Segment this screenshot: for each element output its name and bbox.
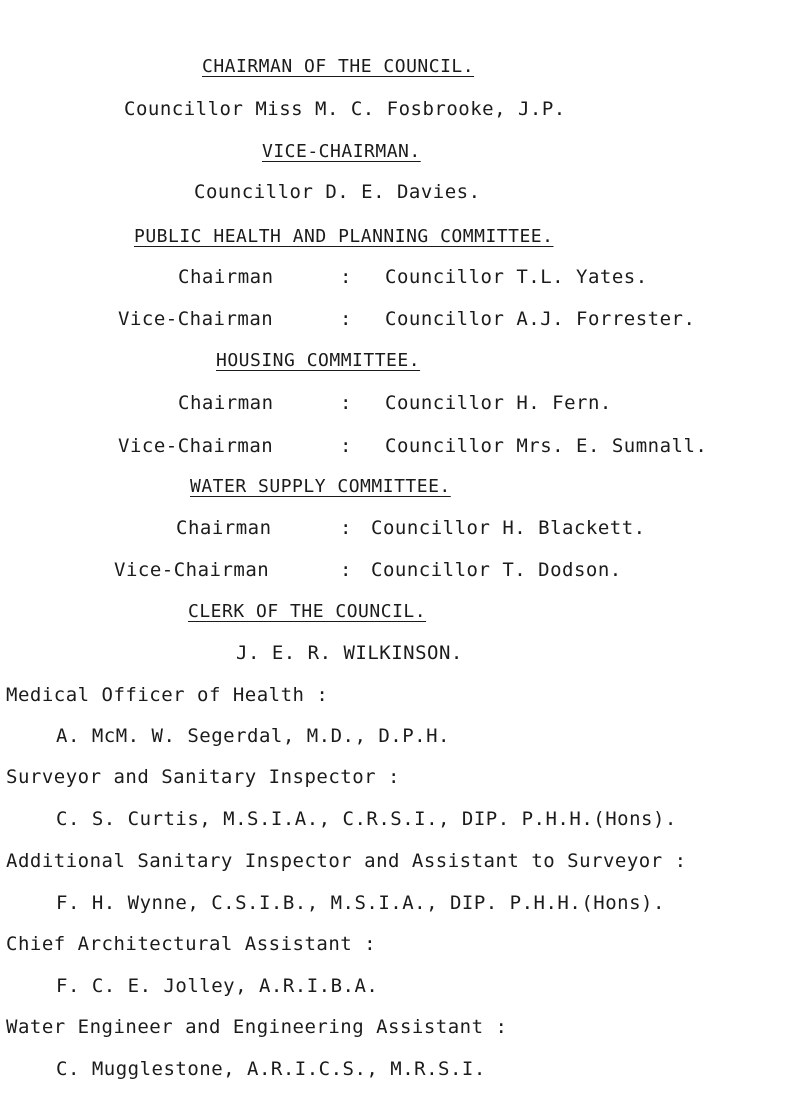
chairman-heading: CHAIRMAN OF THE COUNCIL. [202,56,475,77]
officer-name: A. McM. W. Segerdal, M.D., D.P.H. [56,725,450,747]
water-supply-committee-heading: WATER SUPPLY COMMITTEE. [190,476,451,497]
officer-name: F. H. Wynne, C.S.I.B., M.S.I.A., DIP. P.H.H.(Hons). [56,892,665,914]
colon: : [340,308,352,330]
officer-name: F. C. E. Jolley, A.R.I.B.A. [56,975,379,997]
officer-title: Medical Officer of Health : [6,684,329,706]
officer-name: C. S. Curtis, M.S.I.A., C.R.S.I., DIP. P.H.H.(Hons). [56,808,677,830]
housing-committee-heading: HOUSING COMMITTEE. [216,350,421,371]
committee-chair-value: Councillor T.L. Yates. [385,266,648,288]
colon: : [340,559,352,581]
colon: : [340,435,352,457]
vice-chairman-name: Councillor D. E. Davies. [194,181,481,203]
committee-vice-value: Councillor A.J. Forrester. [385,308,696,330]
clerk-name: J. E. R. WILKINSON. [236,642,463,664]
committee-vice-label: Vice-Chairman [118,308,274,330]
officer-title: Water Engineer and Engineering Assistant : [6,1016,508,1038]
committee-vice-label: Vice-Chairman [114,559,270,581]
committee-chair-label: Chairman [176,517,272,539]
officer-title: Chief Architectural Assistant : [6,933,377,955]
vice-chairman-heading: VICE-CHAIRMAN. [262,141,421,162]
colon: : [340,392,352,414]
committee-vice-value: Councillor Mrs. E. Sumnall. [385,435,708,457]
colon: : [340,517,352,539]
committee-chair-label: Chairman [178,392,274,414]
committee-chair-label: Chairman [178,266,274,288]
officer-title: Additional Sanitary Inspector and Assistant to Surveyor : [6,850,687,872]
committee-chair-value: Councillor H. Blackett. [371,517,646,539]
clerk-heading: CLERK OF THE COUNCIL. [188,601,427,622]
officer-title: Surveyor and Sanitary Inspector : [6,766,400,788]
committee-vice-value: Councillor T. Dodson. [371,559,622,581]
committee-vice-label: Vice-Chairman [118,435,274,457]
public-health-committee-heading: PUBLIC HEALTH AND PLANNING COMMITTEE. [134,226,554,247]
officer-name: C. Mugglestone, A.R.I.C.S., M.R.S.I. [56,1058,486,1080]
committee-chair-value: Councillor H. Fern. [385,392,612,414]
chairman-name: Councillor Miss M. C. Fosbrooke, J.P. [124,98,566,120]
colon: : [340,266,352,288]
